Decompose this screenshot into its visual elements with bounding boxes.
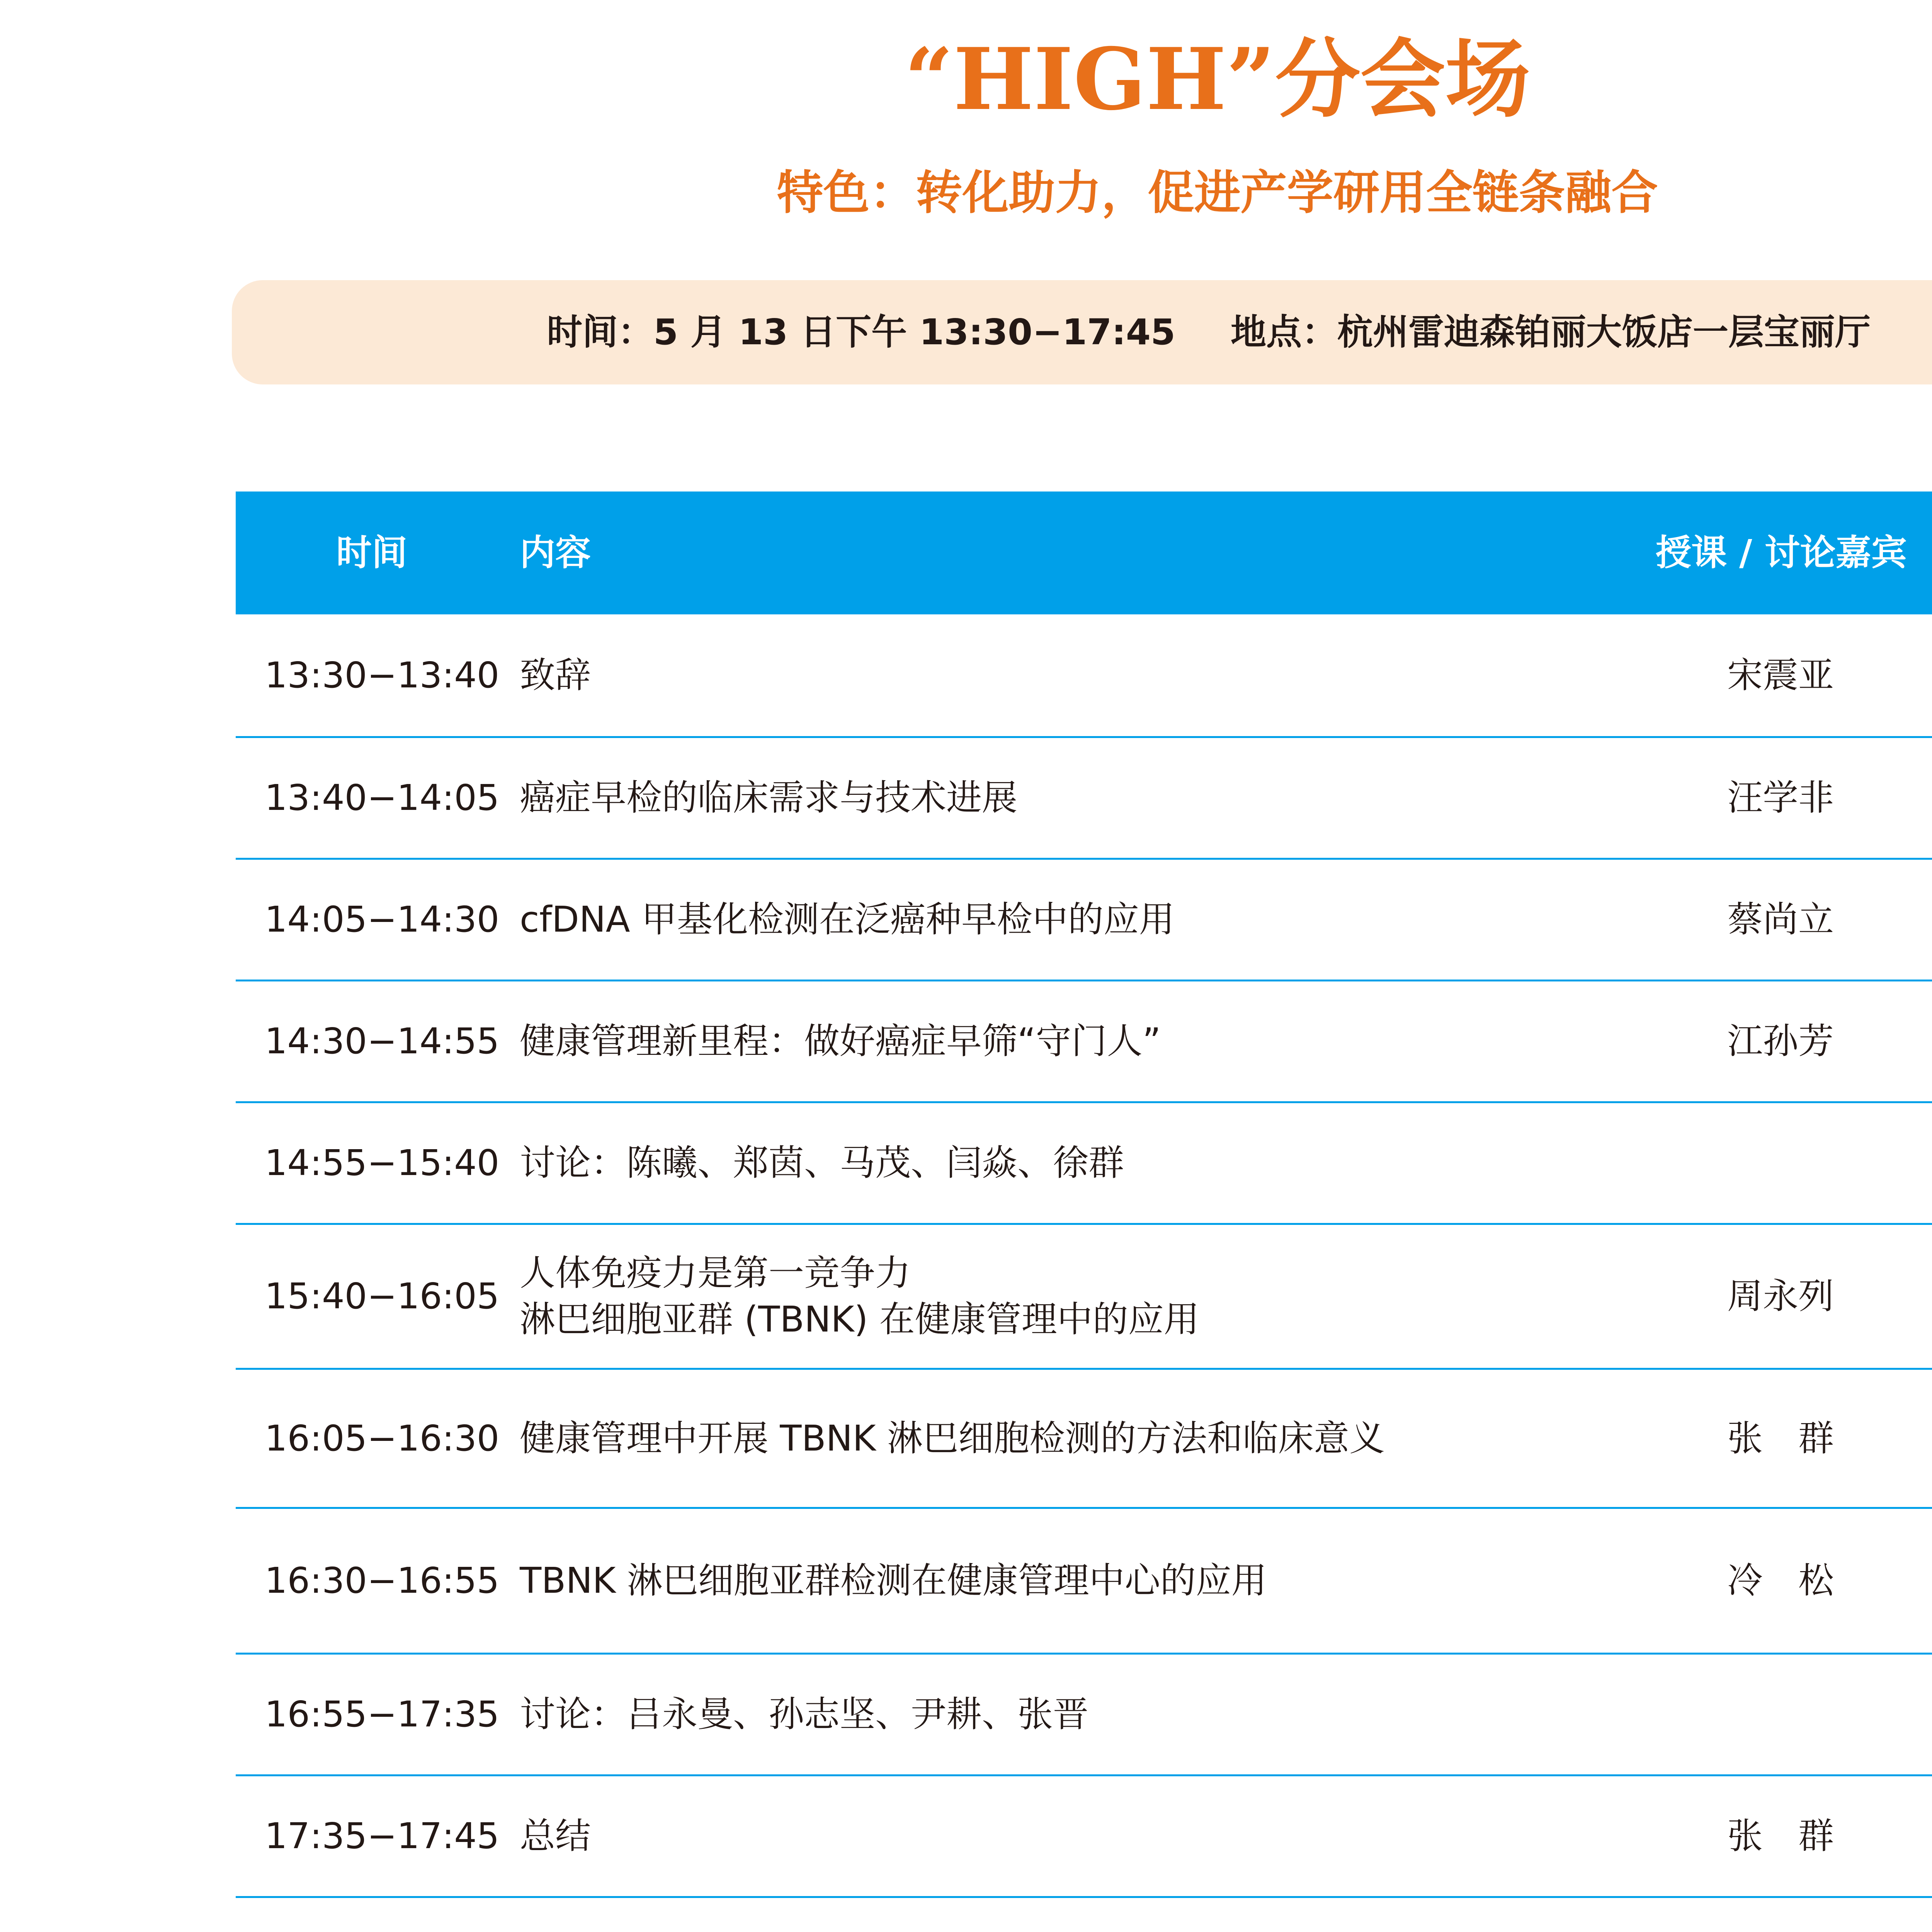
- header-speaker: 授课 / 讨论嘉宾: [1656, 532, 1907, 573]
- row-time: 16:30−16:55: [265, 1560, 500, 1601]
- row-content: 健康管理新里程：做好癌症早筛“守门人”: [520, 1020, 1161, 1062]
- row-time: 13:30−13:40: [265, 655, 500, 696]
- info-place: 地点：杭州雷迪森铂丽大饭店一层宝丽厅: [1231, 311, 1871, 353]
- table-row: [236, 1655, 1932, 1774]
- row-content: 总结: [520, 1815, 591, 1857]
- table-row: [236, 614, 1932, 736]
- row-time: 17:35−17:45: [265, 1815, 500, 1857]
- table-row: [236, 1509, 1932, 1653]
- row-content-line-2: 淋巴细胞亚群 (TBNK) 在健康管理中的应用: [520, 1299, 1199, 1340]
- row-speaker: 宋震亚: [1727, 655, 1834, 696]
- row-speaker: 周永列: [1727, 1276, 1834, 1317]
- table-row: [236, 1370, 1932, 1507]
- row-content: 致辞: [520, 655, 591, 696]
- row-content: 健康管理中开展 TBNK 淋巴细胞检测的方法和临床意义: [520, 1418, 1385, 1459]
- schedule-table: [236, 492, 1932, 1857]
- row-content: TBNK 淋巴细胞亚群检测在健康管理中心的应用: [520, 1560, 1267, 1601]
- row-time: 13:40−14:05: [265, 777, 500, 818]
- table-row: [236, 981, 1932, 1101]
- row-speaker: 张 群: [1727, 1418, 1834, 1459]
- row-content: 讨论：陈曦、郑茵、马茂、闫焱、徐群: [520, 1142, 1124, 1184]
- row-content: 癌症早检的临床需求与技术进展: [520, 777, 1018, 818]
- row-content: cfDNA 甲基化检测在泛癌种早检中的应用: [520, 899, 1175, 940]
- table-row: [236, 1225, 1932, 1368]
- row-time: 15:40−16:05: [265, 1276, 500, 1317]
- page-subtitle: 特色：转化助力，促进产学研用全链条融合: [777, 166, 1658, 220]
- row-time: 14:05−14:30: [265, 899, 500, 940]
- table-row: [236, 1103, 1932, 1223]
- info-time: 时间：5 月 13 日下午 13:30−17:45: [547, 311, 1175, 353]
- table-row: [236, 738, 1932, 858]
- row-content: 讨论：吕永曼、孙志坚、尹耕、张晋: [520, 1694, 1089, 1735]
- header-time: 时间: [336, 532, 408, 573]
- row-time: 16:55−17:35: [265, 1694, 500, 1735]
- row-divider: [236, 1896, 1932, 1898]
- row-content: 人体免疫力是第一竞争力: [520, 1252, 911, 1294]
- row-speaker: 张 群: [1727, 1815, 1834, 1857]
- row-time: 16:05−16:30: [265, 1418, 500, 1459]
- table-header: [236, 492, 1932, 614]
- row-speaker: 江孙芳: [1727, 1020, 1834, 1062]
- table-row: [236, 1776, 1932, 1896]
- page-title: “HIGH”分会场: [904, 29, 1531, 129]
- row-time: 14:55−15:40: [265, 1142, 500, 1184]
- header-content: 内容: [520, 532, 591, 573]
- row-speaker: 冷 松: [1727, 1560, 1834, 1601]
- row-speaker: 蔡尚立: [1727, 899, 1834, 940]
- info-bar: [232, 280, 1932, 384]
- table-row: [236, 860, 1932, 980]
- row-speaker: 汪学非: [1727, 777, 1834, 818]
- row-time: 14:30−14:55: [265, 1020, 500, 1062]
